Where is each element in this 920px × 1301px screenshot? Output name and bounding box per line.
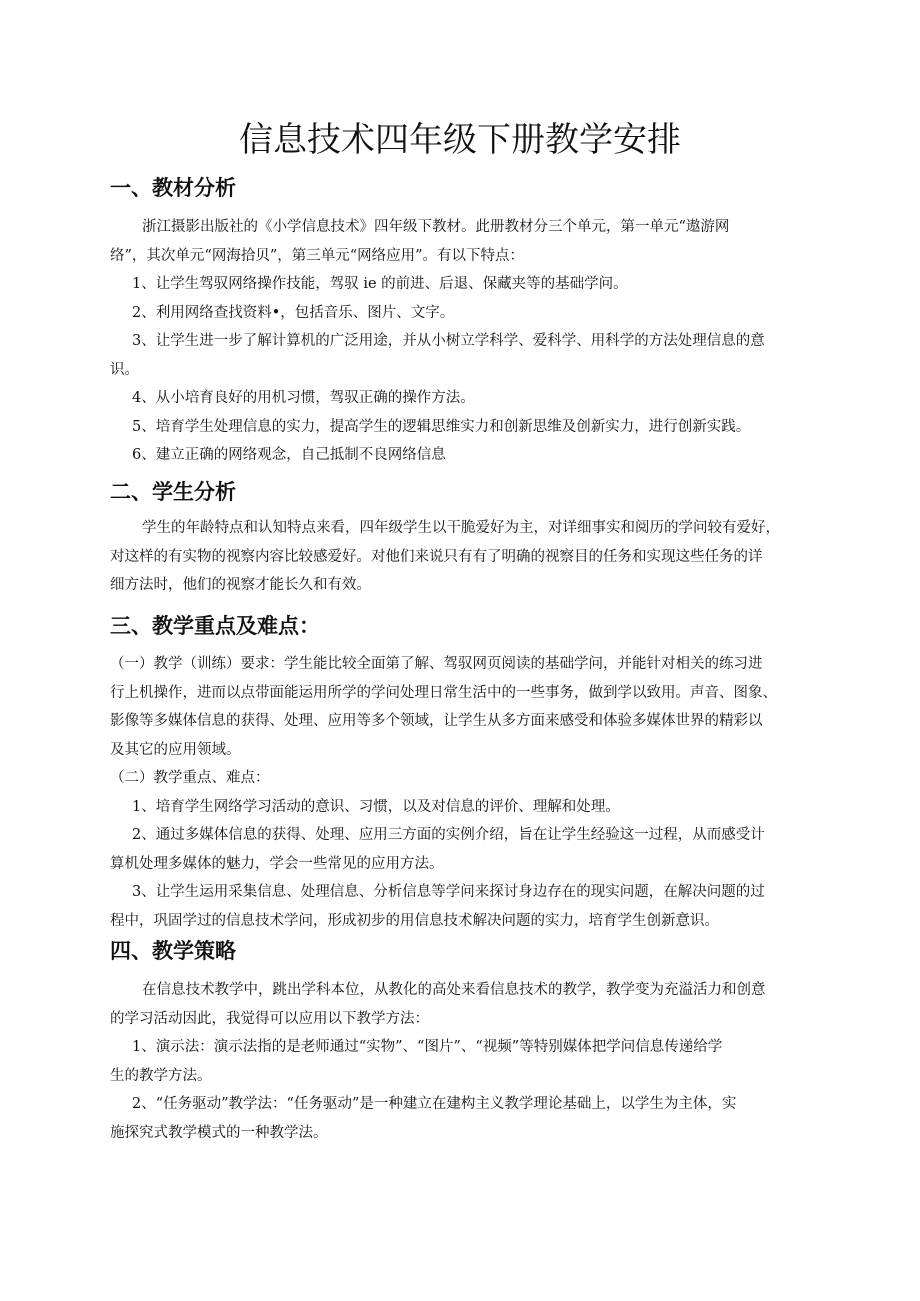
section-4-body [110, 976, 810, 1147]
paragraph-line: （一）教学（训练）要求：学生能比较全面第了解、驾驭网页阅读的基础学问，并能针对相关的练习进 [110, 656, 763, 672]
paragraph-line: 在信息技术教学中，跳出学科本位，从教化的高处来看信息技术的教学，教学变为充溢活力和创意 [142, 982, 766, 998]
list-item-continuation: 算机处理多媒体的魅力，学会一些常见的应用方法。 [110, 855, 444, 872]
paragraph-line: 络”，其次单元“网海拾贝”，第三单元“网络应用”。有以下特点： [110, 247, 525, 264]
list-item-continuation: 施探究式教学模式的一种教学法。 [110, 1124, 328, 1141]
list-item: 1、培育学生网络学习活动的意识、习惯，以及对信息的评价、理解和处理。 [132, 798, 620, 815]
list-item: 3、让学生运用采集信息、处理信息、分析信息等学问来探讨身边存在的现实问题，在解决问题的过 [132, 884, 765, 900]
list-item: 2、利用网络查找资料•，包括音乐、图片、文字。 [132, 304, 455, 321]
list-item-continuation: 生的教学方法。 [110, 1067, 212, 1084]
page-title: 信息技术四年级下册教学安排 [239, 120, 681, 160]
list-item: 4、从小培育良好的用机习惯，驾驭正确的操作方法。 [132, 390, 475, 406]
list-item-continuation: 识。 [110, 361, 139, 378]
section-1-body [110, 213, 810, 470]
paragraph-line: 的学习活动因此，我觉得可以应用以下教学方法： [110, 1010, 429, 1027]
paragraph-line: 及其它的应用领域。 [110, 741, 241, 758]
list-item: 6、建立正确的网络观念，自己抵制不良网络信息 [132, 447, 446, 463]
list-item: 5、培育学生处理信息的实力，提高学生的逻辑思维实力和创新思维及创新实力，进行创新实践。 [132, 418, 751, 435]
section-3-body [110, 650, 810, 935]
paragraph-line: 学生的年龄特点和认知特点来看，四年级学生以干脆爱好为主，对详细事实和阅历的学问较有爱好， [142, 520, 780, 536]
list-item: 1、演示法：演示法指的是老师通过“实物”、“图片”、“视频”等特别媒体把学问信息传递给学 [132, 1039, 723, 1055]
list-item: 2、“任务驱动”教学法：“任务驱动”是一种建立在建构主义教学理论基础上，以学生为主体，实 [132, 1096, 737, 1112]
section-2-body [110, 514, 810, 600]
list-item: 2、通过多媒体信息的获得、处理、应用三方面的实例介绍，旨在让学生经验这一过程，从而感受计 [132, 827, 765, 843]
paragraph-line: 行上机操作，进而以点带面能运用所学的学问处理日常生活中的一些事务，做到学以致用。声音、图象、 [110, 684, 777, 701]
subheading: （二）教学重点、难点： [110, 770, 270, 786]
section-1-heading: 一、教材分析 [110, 176, 236, 200]
list-item: 3、让学生进一步了解计算机的广泛用途，并从小树立学科学、爱科学、用科学的方法处理信息的意 [132, 333, 765, 349]
list-item-continuation: 程中，巩固学过的信息技术学问，形成初步的用信息技术解决问题的实力，培育学生创新意识。 [110, 912, 719, 929]
section-3-heading: 三、教学重点及难点： [110, 614, 320, 638]
paragraph-line: 对这样的有实物的视察内容比较感爱好。对他们来说只有有了明确的视察目的任务和实现这些任务的详 [110, 548, 763, 565]
paragraph-line: 浙江摄影出版社的《小学信息技术》四年级下教材。此册教材分三个单元，第一单元“遨游网 [142, 219, 730, 235]
section-4-heading: 四、教学策略 [110, 939, 236, 963]
paragraph-line: 细方法时，他们的视察才能长久和有效。 [110, 577, 371, 593]
list-item: 1、让学生驾驭网络操作技能，驾驭 ie 的前进、后退、保藏夹等的基础学问。 [132, 276, 628, 292]
paragraph-line: 影像等多媒体信息的获得、处理、应用等多个领域，让学生从多方面来感受和体验多媒体世界的精彩以 [110, 713, 763, 729]
section-2-heading: 二、学生分析 [110, 480, 236, 504]
